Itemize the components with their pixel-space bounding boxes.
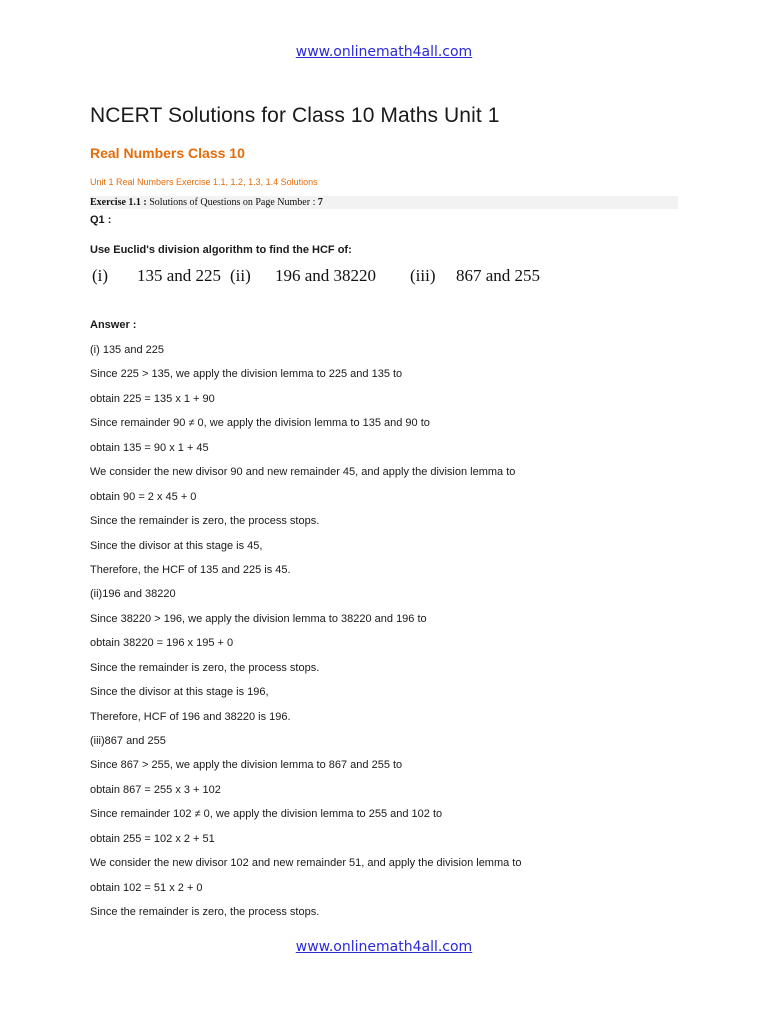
answer-line: obtain 135 = 90 x 1 + 45	[90, 441, 209, 454]
answer-line: Since remainder 90 ≠ 0, we apply the division lemma to 135 and 90 to	[90, 417, 430, 430]
answer-line: Since the divisor at this stage is 45,	[90, 539, 263, 552]
part-3-numeral: (iii)	[410, 266, 436, 285]
exercise-label: Exercise 1.1 :	[90, 197, 147, 208]
footer-site-link[interactable]: www.onlinemath4all.com	[295, 939, 473, 955]
answer-line: We consider the new divisor 90 and new remainder 45, and apply the division lemma to	[90, 466, 516, 479]
part-2-text: 196 and 38220	[275, 266, 377, 285]
answer-line: obtain 255 = 102 x 2 + 51	[90, 832, 215, 845]
exercise-heading-row	[90, 196, 678, 209]
question-label: Q1 :	[90, 214, 112, 226]
part-3-text: 867 and 255	[456, 266, 541, 285]
exercise-list-caption: Unit 1 Real Numbers Exercise 1.1, 1.2, 1.3, 1.4 Solutions	[90, 177, 318, 187]
answer-line: Since the remainder is zero, the process stops.	[90, 515, 320, 528]
answer-label: Answer :	[90, 319, 137, 331]
exercise-description: Solutions of Questions on Page Number :	[146, 197, 318, 208]
answer-line: obtain 90 = 2 x 45 + 0	[90, 490, 197, 503]
question-text: Use Euclid's division algorithm to find the HCF of:	[90, 244, 352, 256]
part-1-text: 135 and 225	[137, 266, 222, 285]
answer-line: Since the divisor at this stage is 196,	[90, 686, 269, 699]
answer-line: obtain 102 = 51 x 2 + 0	[90, 881, 203, 894]
answer-line: obtain 38220 = 196 x 195 + 0	[90, 637, 234, 650]
exercise-page-number: 7	[317, 197, 323, 208]
answer-line: Since 867 > 255, we apply the division lemma to 867 and 255 to	[90, 759, 403, 772]
answer-line: obtain 225 = 135 x 1 + 90	[90, 392, 215, 405]
answer-body	[90, 340, 521, 927]
answer-line: Therefore, HCF of 196 and 38220 is 196.	[90, 710, 291, 723]
answer-line: (ii)196 and 38220	[90, 588, 176, 601]
answer-line: obtain 867 = 255 x 3 + 102	[90, 783, 221, 796]
answer-line: We consider the new divisor 102 and new remainder 51, and apply the division lemma to	[90, 857, 522, 870]
header-site-link[interactable]: www.onlinemath4all.com	[295, 44, 473, 60]
part-2-numeral: (ii)	[230, 266, 251, 285]
answer-line: Since the remainder is zero, the process stops.	[90, 906, 320, 919]
answer-line: (i) 135 and 225	[90, 344, 164, 356]
page-subtitle: Real Numbers Class 10	[90, 145, 245, 161]
answer-line: Since remainder 102 ≠ 0, we apply the division lemma to 255 and 102 to	[90, 808, 443, 821]
answer-line: Therefore, the HCF of 135 and 225 is 45.	[90, 563, 291, 576]
answer-line: Since the remainder is zero, the process stops.	[90, 661, 320, 674]
page-title: NCERT Solutions for Class 10 Maths Unit 1	[90, 104, 500, 127]
answer-line: (iii)867 and 255	[90, 735, 166, 747]
part-1-numeral: (i)	[92, 266, 109, 285]
answer-line: Since 225 > 135, we apply the division lemma to 225 and 135 to	[90, 368, 403, 381]
answer-line: Since 38220 > 196, we apply the division lemma to 38220 and 196 to	[90, 612, 427, 625]
